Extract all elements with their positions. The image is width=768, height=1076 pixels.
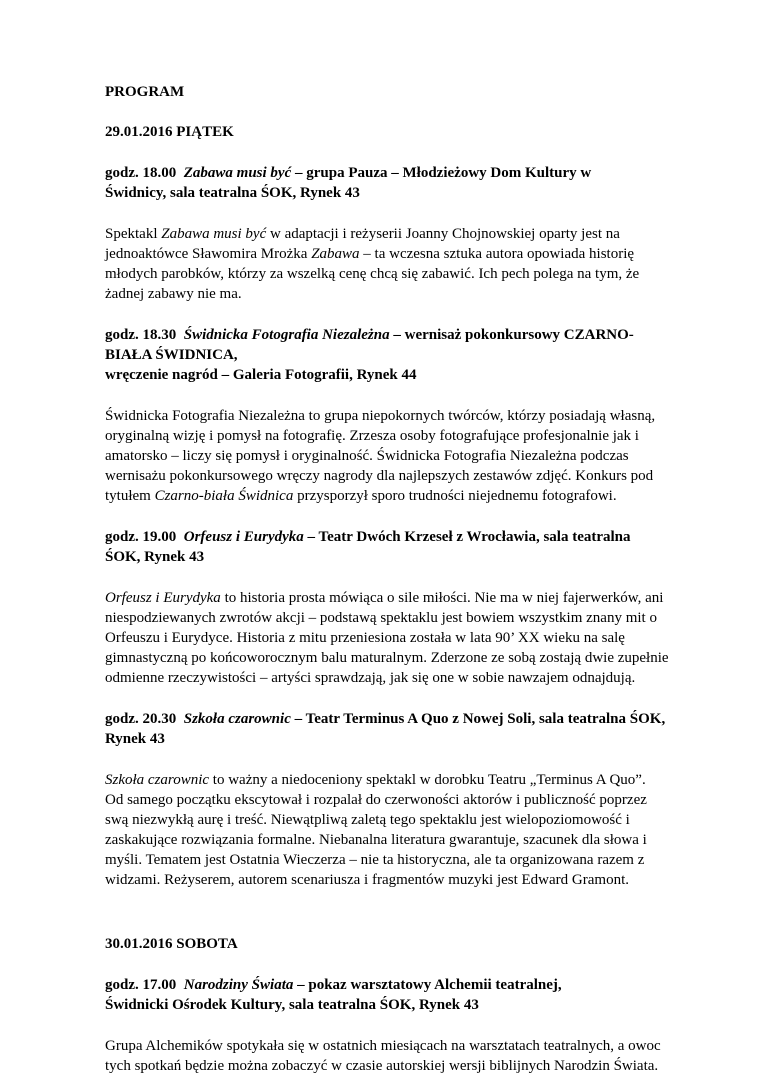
desc-line: gimnastyczną po końcoworocznym balu maturalnym. Zderzone ze sobą zostają dwie zupełnie	[105, 650, 669, 666]
event-description-1700	[105, 1036, 668, 1076]
event-info: BIAŁA ŚWIDNICA,	[105, 347, 238, 363]
desc-line: oryginalną wizję i pomysł na fotografię. Zrzesza osoby fotografujące profesjonalnie jak i	[105, 428, 639, 444]
event-time: godz. 18.00	[105, 165, 177, 181]
desc-italic: Zabawa musi być	[161, 226, 267, 242]
day1-date: 29.01.2016 PIĄTEK	[105, 124, 234, 140]
event-info: – pokaz warsztatowy Alchemii teatralnej,	[297, 977, 562, 993]
desc-line: widzami. Reżyserem, autorem scenariusza i fragmentów muzyki jest Edward Gramont.	[105, 872, 629, 888]
desc-text: Spektakl	[105, 226, 162, 242]
desc-line: Grupa Alchemików spotykała się w ostatnich miesiącach na warsztatach teatralnych, a owoc	[105, 1038, 661, 1054]
event-heading-1830	[105, 325, 668, 385]
desc-line: myśli. Tematem jest Ostatnia Wieczerza – nie ta historyczna, ale ta organizowana razem z	[105, 852, 645, 868]
desc-text: – ta wczesna sztuka autora opowiada historię	[359, 246, 635, 262]
desc-line: zaskakujące rozwiązania formalne. Niebanalna literatura gwarantuje, szacunek dla słowa i	[105, 832, 647, 848]
event-info: – grupa Pauza – Młodzieżowy Dom Kultury w	[295, 165, 592, 181]
desc-italic: Szkoła czarownic	[105, 772, 210, 788]
desc-line: swą niezwykłą aurę i treść. Niewątpliwą zaletą tego spektaklu jest wielopoziomowość i	[105, 812, 630, 828]
event-time: godz. 20.30	[105, 711, 177, 727]
desc-text: to historia prosta mówiąca o sile miłości. Nie ma w niej fajerwerków, ani	[220, 590, 664, 606]
event-heading-1700	[105, 975, 668, 1015]
event-heading-1900	[105, 527, 668, 567]
desc-line: Świdnicka Fotografia Niezależna to grupa niepokornych twórców, którzy posiadają własną,	[105, 408, 656, 424]
desc-line: żadnej zabawy nie ma.	[105, 286, 242, 302]
event-info: – wernisaż pokonkursowy CZARNO-	[393, 327, 634, 343]
event-info: wręczenie nagród – Galeria Fotografii, Rynek 44	[105, 367, 417, 383]
event-info: – Teatr Terminus A Quo z Nowej Soli, sala teatralna ŚOK,	[294, 711, 666, 727]
event-description-1830	[105, 406, 668, 506]
event-description-1900	[105, 588, 668, 688]
desc-text: to ważny a niedoceniony spektakl w dorobku Teatru „Terminus A Quo”.	[209, 772, 646, 788]
desc-text: przysporzył sporo trudności niejednemu fotografowi.	[293, 488, 617, 504]
event-heading-1800	[105, 163, 668, 203]
desc-text: tytułem	[105, 488, 155, 504]
desc-line: Orfeuszu i Eurydyce. Historia z mitu przeniesiona została w lata 90’ XX wieku na salę	[105, 630, 625, 646]
event-time: godz. 18.30	[105, 327, 177, 343]
event-info: Świdnicki Ośrodek Kultury, sala teatralna ŚOK, Rynek 43	[105, 997, 479, 1013]
desc-line: wernisażu pokonkursowego wręczy nagrody dla najlepszych zestawów zdjęć. Konkurs pod	[105, 468, 654, 484]
desc-line: młodych parobków, którzy za wszelką cenę chcą się zabawić. Ich pech polega na tym, że	[105, 266, 640, 282]
desc-italic: Czarno-biała Świdnica	[154, 488, 294, 504]
event-info: ŚOK, Rynek 43	[105, 549, 205, 565]
event-heading-2030	[105, 709, 668, 749]
desc-line: niespodziewanych zwrotów akcji – podstawą spektaklu jest bowiem wszystkim znany mit o	[105, 610, 657, 626]
event-title: Narodziny Świata	[183, 977, 294, 993]
desc-italic: Zabawa	[311, 246, 360, 262]
event-description-1800	[105, 224, 668, 304]
event-info: – Teatr Dwóch Krzeseł z Wrocławia, sala teatralna	[307, 529, 631, 545]
event-title: Zabawa musi być	[183, 165, 292, 181]
day2-date: 30.01.2016 SOBOTA	[105, 936, 238, 952]
event-info: Świdnicy, sala teatralna ŚOK, Rynek 43	[105, 185, 360, 201]
desc-italic: Orfeusz i Eurydyka	[105, 590, 221, 606]
event-description-2030	[105, 770, 668, 890]
desc-text: w adaptacji i reżyserii Joanny Chojnowskiej oparty jest na	[266, 226, 620, 242]
event-title: Świdnicka Fotografia Niezależna	[183, 327, 390, 343]
event-info: Rynek 43	[105, 731, 165, 747]
desc-line: amatorsko – liczy się pomysł i oryginalność. Świdnicka Fotografia Niezależna podczas	[105, 448, 629, 464]
program-heading: PROGRAM	[105, 84, 185, 100]
desc-line: tych spotkań będzie można zobaczyć w czasie autorskiej wersji biblijnych Narodzin Świata.	[105, 1058, 659, 1074]
event-title: Orfeusz i Eurydyka	[183, 529, 304, 545]
event-time: godz. 17.00	[105, 977, 177, 993]
event-title: Szkoła czarownic	[183, 711, 291, 727]
desc-text: jednoaktówce Sławomira Mrożka	[105, 246, 312, 262]
desc-line: odmienne rzeczywistości – artyści sprawdzają, jak się one w sobie nawzajem odnajdują.	[105, 670, 636, 686]
event-time: godz. 19.00	[105, 529, 177, 545]
desc-line: Od samego początku ekscytował i rozpalał do czerwoności aktorów i publiczność poprzez	[105, 792, 647, 808]
